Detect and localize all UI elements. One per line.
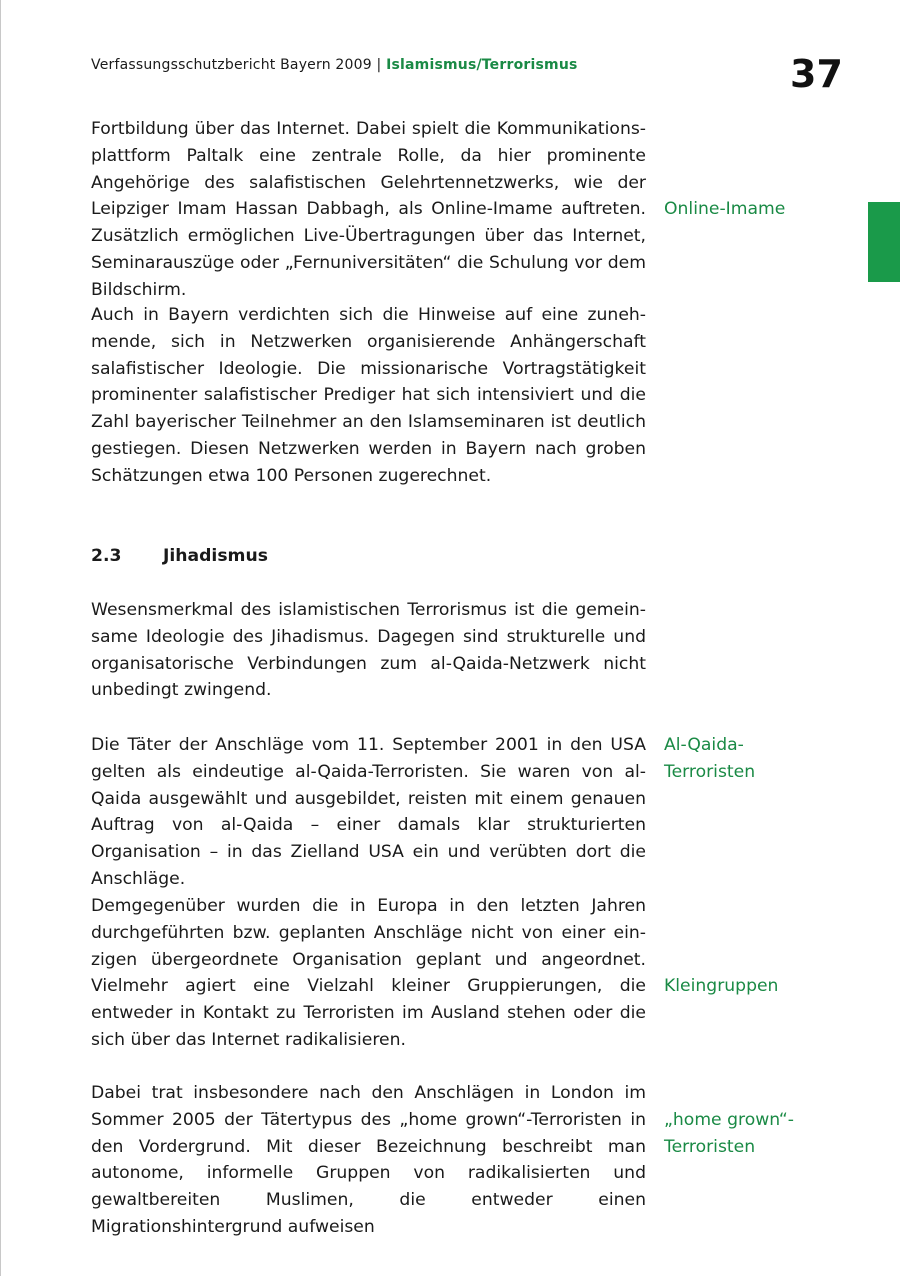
paragraph-block	[91, 1080, 646, 1241]
page-edge	[0, 0, 1, 1276]
section-heading	[91, 543, 646, 570]
report-title: Verfassungsschutzbericht Bayern 2009	[91, 57, 372, 73]
paragraph-block	[91, 597, 646, 704]
paragraph: Die Täter der Anschläge vom 11. September 2001 in den USA gelten als eindeutige al-Qaida-Terroristen. Sie waren von al-Qaida ausgewählt und ausgebildet, reisten mit einem genauen Auftrag von al-Qaida – einer damals klar strukturierten Organisation – in das Zielland USA ein und verübten dort die Anschläge.	[91, 735, 646, 889]
margin-note: „home grown“- Terroristen	[664, 1110, 795, 1157]
margin-note: Al-Qaida- Terroristen	[664, 735, 756, 782]
paragraph: Wesensmerkmal des islamistischen Terrorismus ist die gemeinsame Ideologie des Jihadismus. Dagegen sind strukturelle und organisatorische Verbindungen zum al-Qaida-Netzwerk nicht unbedingt zwingend.	[91, 600, 646, 701]
page-number: 37	[790, 52, 843, 96]
section-title: Islamismus/Terrorismus	[386, 57, 578, 73]
paragraph: Auch in Bayern verdichten sich die Hinweise auf eine zunehmende, sich in Netzwerken organisierende Anhängerschaft salafistischer Ideologie. Die missionarische Vortragstätigkeit prominenter salafistischer Prediger hat sich intensiviert und die Zahl bayerischer Teilnehmer an den Islamseminaren ist deutlich gestiegen. Diesen Netzwerken werden in Bayern nach groben Schätzungen etwa 100 Personen zugerechnet.	[91, 305, 646, 486]
paragraph-block	[91, 302, 646, 490]
margin-note: Kleingruppen	[664, 976, 779, 996]
paragraph: Demgegenüber wurden die in Europa in den letzten Jahren durchgeführten bzw. geplanten Anschläge nicht von einer einzigen übergeordnete Organisation geplant und angeordnet. Vielmehr agiert eine Vielzahl kleiner Gruppierungen, die entweder in Kontakt zu Terroristen im Ausland stehen oder die sich über das Internet radikalisieren.	[91, 896, 646, 1050]
running-header	[91, 57, 578, 73]
header-separator: |	[371, 57, 387, 73]
section-number: 2.3	[91, 546, 122, 566]
margin-note: Online-Imame	[664, 199, 786, 219]
paragraph: Fortbildung über das Internet. Dabei spielt die Kommunikationsplattform Paltalk eine zentrale Rolle, da hier prominente Angehörige des salafistischen Gelehrtennetzwerks, wie der Leipziger Imam Hassan Dabbagh, als Online-Imame auftreten. Zusätzlich ermöglichen Live-Übertragungen über das Internet, Seminarauszüge oder „Fernuniversitäten“ die Schulung vor dem Bildschirm.	[91, 119, 646, 300]
paragraph-block	[91, 893, 646, 1054]
section-heading-title: Jihadismus	[163, 546, 268, 566]
paragraph-block	[91, 116, 646, 304]
paragraph: Dabei trat insbesondere nach den Anschlägen in London im Sommer 2005 der Tätertypus des „home grown“-Terroristen in den Vordergrund. Mit dieser Bezeichnung beschreibt man autonome, informelle Gruppen von radikalisierten und gewaltbereiten Muslimen, die entweder einen Migrationshintergrund aufweisen	[91, 1083, 646, 1237]
paragraph-block	[91, 732, 646, 893]
